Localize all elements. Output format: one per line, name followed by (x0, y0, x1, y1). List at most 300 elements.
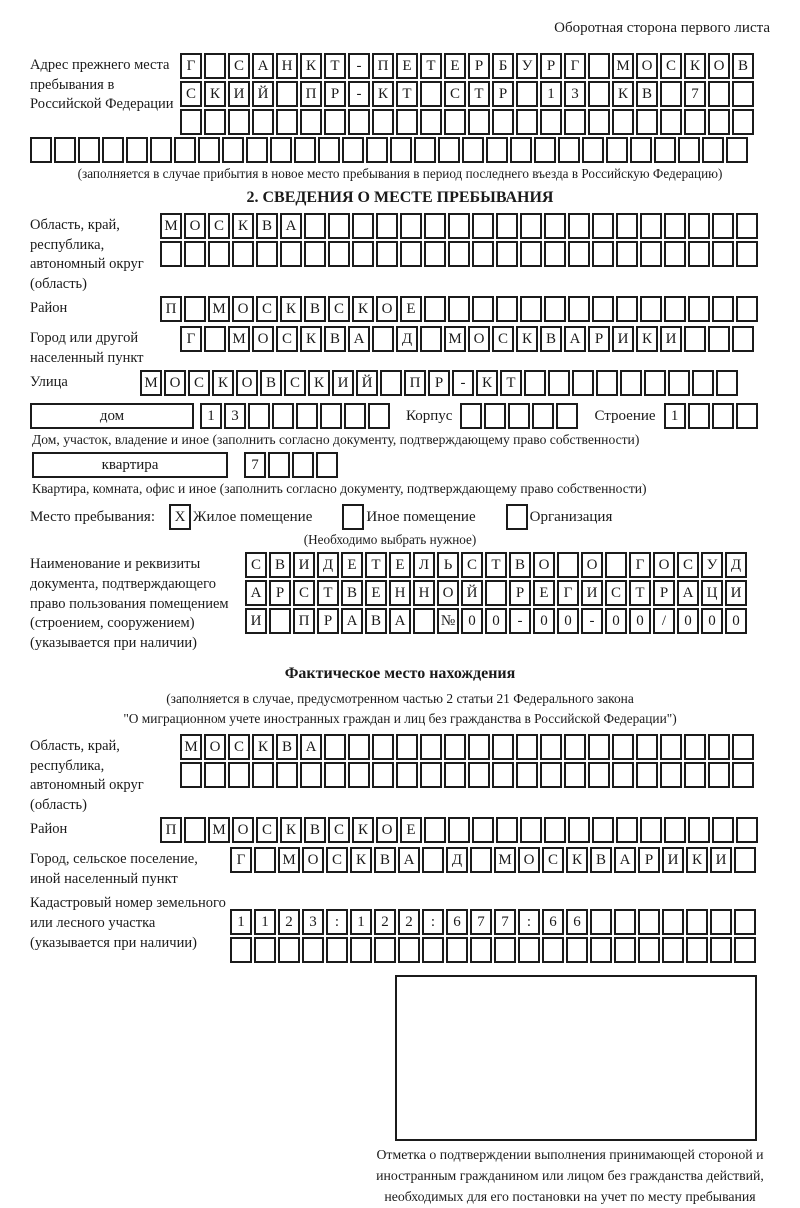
form-cell (708, 326, 730, 352)
form-cell: Г (180, 326, 202, 352)
form-cell: К (636, 326, 658, 352)
form-cell: К (566, 847, 588, 873)
stroenie-label: Строение (594, 407, 656, 424)
form-cell (300, 762, 322, 788)
form-cell (252, 762, 274, 788)
doc-row-1[interactable] (245, 552, 770, 578)
form-cell (732, 762, 754, 788)
fact-note-1: (заполняется в случае, предусмотренном частью 2 статьи 21 Федерального закона (166, 691, 634, 707)
form-cell: Й (252, 81, 274, 107)
form-cell (516, 762, 538, 788)
form-cell (352, 241, 374, 267)
form-cell: И (581, 580, 603, 606)
form-cell (516, 734, 538, 760)
form-cell (269, 608, 291, 634)
raion-field (30, 296, 770, 324)
form-cell (516, 109, 538, 135)
form-cell (348, 734, 370, 760)
form-cell (348, 109, 370, 135)
form-cell: А (614, 847, 636, 873)
form-cell (734, 909, 756, 935)
prev-address-label: Адрес прежнего места пребывания в Российской Федерации (30, 57, 174, 113)
form-cell (736, 296, 758, 322)
korpus-cells[interactable] (460, 403, 580, 429)
form-cell: 1 (664, 403, 686, 429)
form-cell (708, 734, 730, 760)
kadastr-row-2[interactable] (230, 937, 770, 963)
form-cell: С (208, 213, 230, 239)
form-cell: Р (588, 326, 610, 352)
form-cell: Л (413, 552, 435, 578)
form-cell (232, 241, 254, 267)
form-cell (710, 937, 732, 963)
house-label-box: дом (30, 403, 194, 429)
form-cell: 2 (398, 909, 420, 935)
form-cell (588, 81, 610, 107)
form-cell: 7 (684, 81, 706, 107)
form-cell (544, 213, 566, 239)
form-cell: Г (180, 53, 202, 79)
form-cell (446, 937, 468, 963)
form-cell: В (636, 81, 658, 107)
page-side-note: Оборотная сторона первого листа (554, 20, 770, 36)
oblast-row-1[interactable] (160, 213, 770, 239)
form-cell: И (332, 370, 354, 396)
form-cell (540, 109, 562, 135)
form-cell (396, 734, 418, 760)
form-cell (396, 109, 418, 135)
form-cell (520, 241, 542, 267)
form-cell: С (492, 326, 514, 352)
form-cell (292, 452, 314, 478)
form-cell (692, 370, 714, 396)
form-cell: О (302, 847, 324, 873)
form-cell (548, 370, 570, 396)
form-cell: 0 (629, 608, 651, 634)
form-cell: Г (230, 847, 252, 873)
form-cell (448, 213, 470, 239)
raion-label: Район (30, 300, 68, 317)
stay-type-label: Место пребывания: (30, 508, 155, 525)
form-cell (276, 762, 298, 788)
form-cell (592, 817, 614, 843)
form-cell: О (581, 552, 603, 578)
form-cell (712, 213, 734, 239)
form-cell (716, 370, 738, 396)
form-cell: - (581, 608, 603, 634)
oblast-label: Область, край, республика, автономный округ (область) (30, 217, 144, 292)
form-cell (400, 241, 422, 267)
stroenie-cells[interactable] (664, 403, 760, 429)
fact-note-2: "О миграционном учете иностранных граждан и лиц без гражданства в Российской Федерации") (123, 710, 677, 726)
form-cell (686, 909, 708, 935)
form-cell: О (204, 734, 226, 760)
form-cell: 7 (244, 452, 266, 478)
form-cell: Р (317, 608, 339, 634)
form-cell: М (180, 734, 202, 760)
form-cell (712, 403, 734, 429)
form-cell: Д (446, 847, 468, 873)
form-cell: К (300, 326, 322, 352)
form-cell (54, 137, 76, 163)
form-cell (372, 326, 394, 352)
form-cell (588, 762, 610, 788)
form-cell (688, 403, 710, 429)
fact-oblast-row-2[interactable] (180, 762, 770, 788)
form-cell: О (437, 580, 459, 606)
form-cell (664, 241, 686, 267)
form-cell: У (516, 53, 538, 79)
form-cell (664, 213, 686, 239)
form-cell (736, 403, 758, 429)
apartment-cells[interactable] (244, 452, 340, 478)
form-cell: О (376, 817, 398, 843)
section2-title: 2. СВЕДЕНИЯ О МЕСТЕ ПРЕБЫВАНИЯ (246, 189, 554, 206)
form-cell (508, 403, 530, 429)
form-cell (540, 734, 562, 760)
form-cell (324, 109, 346, 135)
form-cell: А (245, 580, 267, 606)
form-cell: С (328, 296, 350, 322)
fact-raion-row[interactable] (160, 817, 770, 843)
street-row[interactable] (140, 370, 770, 396)
form-cell: К (212, 370, 234, 396)
form-cell (506, 504, 528, 530)
doc-row-3[interactable] (245, 608, 770, 634)
form-cell: С (326, 847, 348, 873)
form-cell: Е (396, 53, 418, 79)
form-cell (564, 762, 586, 788)
form-cell: О (376, 296, 398, 322)
form-cell (702, 137, 724, 163)
prev-address-field (30, 53, 770, 137)
form-cell: О (708, 53, 730, 79)
form-cell: О (636, 53, 658, 79)
form-cell: 7 (470, 909, 492, 935)
form-cell (376, 213, 398, 239)
form-cell (398, 937, 420, 963)
form-cell (640, 241, 662, 267)
prev-address-row-1[interactable] (180, 53, 770, 79)
form-cell (734, 937, 756, 963)
form-cell: П (404, 370, 426, 396)
form-cell (228, 762, 250, 788)
form-cell (468, 762, 490, 788)
form-cell: 0 (701, 608, 723, 634)
checkbox-zhiloe[interactable] (169, 504, 193, 530)
form-cell: Й (356, 370, 378, 396)
form-cell: С (328, 817, 350, 843)
form-cell (304, 241, 326, 267)
form-cell (734, 847, 756, 873)
form-cell: М (228, 326, 250, 352)
city-label: Город или другой населенный пункт (30, 330, 144, 366)
stay-type-row (30, 504, 770, 530)
form-cell (588, 53, 610, 79)
form-cell: Е (400, 817, 422, 843)
form-cell (198, 137, 220, 163)
form-cell (558, 137, 580, 163)
form-cell: С (677, 552, 699, 578)
form-cell (736, 241, 758, 267)
form-cell: Г (557, 580, 579, 606)
form-cell: Е (400, 296, 422, 322)
form-cell: А (348, 326, 370, 352)
form-cell: Т (396, 81, 418, 107)
form-cell: - (348, 53, 370, 79)
house-number-cells[interactable] (200, 403, 392, 429)
form-cell: В (276, 734, 298, 760)
form-cell: - (509, 608, 531, 634)
fact-oblast-row-1[interactable] (180, 734, 770, 760)
form-cell: Т (324, 53, 346, 79)
form-cell (204, 109, 226, 135)
form-cell: 0 (557, 608, 579, 634)
form-cell (612, 109, 634, 135)
form-cell: П (160, 296, 182, 322)
form-cell: И (612, 326, 634, 352)
form-cell (254, 847, 276, 873)
form-cell (516, 81, 538, 107)
fact-city-label: Город, сельское поселение, иной населенный пункт (30, 851, 198, 887)
form-cell: К (308, 370, 330, 396)
form-cell: Е (389, 552, 411, 578)
form-cell (496, 296, 518, 322)
form-cell: Е (341, 552, 363, 578)
form-cell: А (564, 326, 586, 352)
form-cell: К (252, 734, 274, 760)
prev-address-row-2[interactable] (180, 81, 770, 107)
form-cell (184, 241, 206, 267)
form-cell (588, 734, 610, 760)
apartment-label-box: квартира (32, 452, 228, 478)
form-cell: Т (468, 81, 490, 107)
form-cell (444, 734, 466, 760)
form-cell: Н (413, 580, 435, 606)
form-cell: О (653, 552, 675, 578)
oblast-row-2[interactable] (160, 241, 770, 267)
form-cell (524, 370, 546, 396)
form-cell: О (236, 370, 258, 396)
form-cell (448, 296, 470, 322)
form-cell (468, 734, 490, 760)
form-cell (708, 81, 730, 107)
form-cell (492, 734, 514, 760)
form-cell (616, 296, 638, 322)
prev-address-row-4[interactable] (30, 137, 770, 163)
form-cell (366, 137, 388, 163)
form-cell (568, 817, 590, 843)
form-cell (568, 241, 590, 267)
form-cell (684, 762, 706, 788)
form-cell (420, 326, 442, 352)
form-cell: Д (317, 552, 339, 578)
raion-row[interactable] (160, 296, 770, 322)
form-cell (668, 370, 690, 396)
form-cell (390, 137, 412, 163)
form-cell: К (684, 53, 706, 79)
form-cell: С (188, 370, 210, 396)
form-cell (712, 296, 734, 322)
form-cell (496, 213, 518, 239)
form-cell (444, 109, 466, 135)
form-cell: Р (540, 53, 562, 79)
form-cell (368, 403, 390, 429)
form-cell: 6 (542, 909, 564, 935)
house-caption: Дом, участок, владение и иное (заполнить согласно документу, подтверждающему право собственности) (32, 432, 640, 448)
form-cell (472, 296, 494, 322)
form-cell (710, 909, 732, 935)
form-cell (252, 109, 274, 135)
fact-city-row[interactable] (230, 847, 770, 873)
form-cell: М (160, 213, 182, 239)
doc-row-2[interactable] (245, 580, 770, 606)
form-cell (544, 241, 566, 267)
form-cell (592, 296, 614, 322)
form-cell: Р (428, 370, 450, 396)
form-cell: В (269, 552, 291, 578)
form-cell: И (228, 81, 250, 107)
form-cell (640, 213, 662, 239)
form-cell (520, 296, 542, 322)
form-cell (712, 241, 734, 267)
form-cell (296, 403, 318, 429)
form-cell: Г (564, 53, 586, 79)
form-cell (662, 937, 684, 963)
form-cell: В (365, 608, 387, 634)
form-cell: А (280, 213, 302, 239)
form-cell (684, 109, 706, 135)
prev-address-note: (заполняется в случае прибытия в новое место пребывания в период последнего въезда в Российскую Федерацию) (77, 166, 723, 181)
form-cell (342, 137, 364, 163)
form-cell (126, 137, 148, 163)
form-cell: М (612, 53, 634, 79)
form-cell: Д (725, 552, 747, 578)
form-cell (684, 326, 706, 352)
city-row[interactable] (180, 326, 770, 352)
form-cell: К (516, 326, 538, 352)
form-cell (372, 734, 394, 760)
form-cell: / (653, 608, 675, 634)
form-cell: : (326, 909, 348, 935)
kadastr-row-1[interactable] (230, 909, 770, 935)
checkbox-inoe[interactable] (342, 504, 366, 530)
form-cell: В (341, 580, 363, 606)
form-cell (324, 734, 346, 760)
form-cell (544, 817, 566, 843)
apartment-row (30, 452, 770, 478)
fact-title: Фактическое место нахождения (284, 665, 516, 683)
fact-city-field (30, 847, 770, 889)
form-cell: О (252, 326, 274, 352)
form-cell: 3 (564, 81, 586, 107)
house-row (30, 403, 770, 429)
form-cell (688, 296, 710, 322)
form-cell: К (686, 847, 708, 873)
form-cell (342, 504, 364, 530)
form-cell: Г (629, 552, 651, 578)
form-cell (592, 241, 614, 267)
form-cell (376, 241, 398, 267)
form-cell (660, 734, 682, 760)
form-cell: : (422, 909, 444, 935)
form-cell (708, 109, 730, 135)
form-cell (496, 817, 518, 843)
prev-address-row-3[interactable] (180, 109, 770, 135)
form-cell: С (228, 734, 250, 760)
form-cell (544, 296, 566, 322)
form-cell: К (350, 847, 372, 873)
form-cell (620, 370, 642, 396)
form-cell (636, 109, 658, 135)
form-cell (732, 109, 754, 135)
form-cell: - (452, 370, 474, 396)
form-cell: С (245, 552, 267, 578)
form-cell (270, 137, 292, 163)
form-cell (660, 762, 682, 788)
form-cell: Н (389, 580, 411, 606)
form-cell (272, 403, 294, 429)
form-cell (150, 137, 172, 163)
form-cell: 3 (224, 403, 246, 429)
form-cell (160, 241, 182, 267)
form-cell (708, 762, 730, 788)
option-inoe-label: Иное помещение (366, 508, 476, 525)
form-cell: Р (509, 580, 531, 606)
form-cell: 1 (350, 909, 372, 935)
form-cell (230, 937, 252, 963)
form-cell (684, 734, 706, 760)
form-cell (424, 296, 446, 322)
form-cell: К (300, 53, 322, 79)
form-cell: Т (420, 53, 442, 79)
form-cell (542, 937, 564, 963)
form-cell: А (389, 608, 411, 634)
form-cell: С (228, 53, 250, 79)
form-cell: С (276, 326, 298, 352)
option-org-label: Организация (529, 508, 613, 525)
form-cell: 3 (302, 909, 324, 935)
form-cell (592, 213, 614, 239)
form-cell (324, 762, 346, 788)
form-cell (328, 213, 350, 239)
form-cell (492, 109, 514, 135)
form-cell (174, 137, 196, 163)
form-cell: № (437, 608, 459, 634)
form-cell (496, 241, 518, 267)
form-cell (630, 137, 652, 163)
form-cell: В (304, 817, 326, 843)
form-cell (204, 53, 226, 79)
form-cell (254, 937, 276, 963)
form-cell (612, 762, 634, 788)
oblast-field (30, 213, 770, 294)
form-cell (660, 109, 682, 135)
form-cell (380, 370, 402, 396)
form-cell (468, 109, 490, 135)
form-cell: К (232, 213, 254, 239)
option-zhiloe-label: Жилое помещение (193, 508, 313, 525)
checkbox-org[interactable] (506, 504, 530, 530)
form-cell (30, 137, 52, 163)
form-cell (588, 109, 610, 135)
form-cell (688, 241, 710, 267)
form-cell (318, 137, 340, 163)
form-cell: Т (500, 370, 522, 396)
form-cell: С (284, 370, 306, 396)
form-cell (572, 370, 594, 396)
form-cell (564, 734, 586, 760)
